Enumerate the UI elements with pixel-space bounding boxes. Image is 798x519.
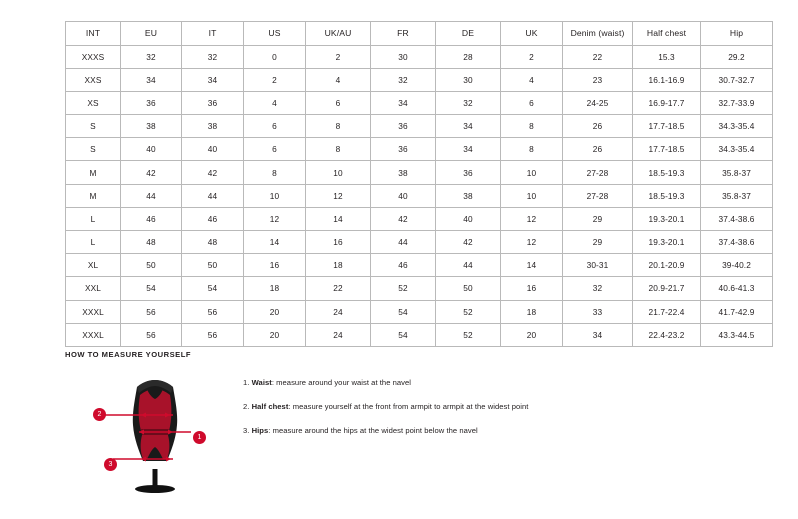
table-cell: 30 xyxy=(371,45,436,68)
table-header-cell: Hip xyxy=(701,22,773,46)
table-cell: 42 xyxy=(371,207,436,230)
table-cell: 10 xyxy=(244,184,306,207)
table-cell: 18.5-19.3 xyxy=(633,161,701,184)
table-cell: 56 xyxy=(182,323,244,346)
table-cell: 30-31 xyxy=(563,254,633,277)
table-cell: 36 xyxy=(371,138,436,161)
table-cell: 22 xyxy=(563,45,633,68)
table-cell: 40.6-41.3 xyxy=(701,277,773,300)
table-cell: 21.7-22.4 xyxy=(633,300,701,323)
measure-note-text: : measure around the hips at the widest point below the navel xyxy=(268,426,478,435)
table-cell: 20 xyxy=(501,323,563,346)
table-cell: 38 xyxy=(436,184,501,207)
table-header-cell: Denim (waist) xyxy=(563,22,633,46)
table-cell: 27-28 xyxy=(563,184,633,207)
table-cell: 14 xyxy=(244,231,306,254)
table-cell: 32 xyxy=(436,91,501,114)
table-cell: 22 xyxy=(306,277,371,300)
table-header-cell: INT xyxy=(66,22,121,46)
table-header-cell: IT xyxy=(182,22,244,46)
measure-note-term: Waist xyxy=(251,378,272,387)
table-cell: 20 xyxy=(244,300,306,323)
table-cell: 54 xyxy=(182,277,244,300)
table-row xyxy=(66,300,773,323)
table-cell: 29 xyxy=(563,231,633,254)
table-cell: 37.4-38.6 xyxy=(701,231,773,254)
table-cell: 2 xyxy=(501,45,563,68)
table-cell: 34 xyxy=(182,68,244,91)
marker-1: 1 xyxy=(193,431,206,444)
table-cell: S xyxy=(66,115,121,138)
table-cell: 24 xyxy=(306,300,371,323)
table-cell: 20 xyxy=(244,323,306,346)
table-cell: 20.1-20.9 xyxy=(633,254,701,277)
table-cell: 4 xyxy=(244,91,306,114)
table-cell: 10 xyxy=(501,161,563,184)
table-cell: 46 xyxy=(371,254,436,277)
table-cell: XXXL xyxy=(66,300,121,323)
table-cell: 24 xyxy=(306,323,371,346)
table-cell: 29 xyxy=(563,207,633,230)
table-row xyxy=(66,231,773,254)
table-cell: 30.7-32.7 xyxy=(701,68,773,91)
table-header-cell: FR xyxy=(371,22,436,46)
table-cell: 2 xyxy=(244,68,306,91)
marker-2: 2 xyxy=(93,408,106,421)
table-cell: 8 xyxy=(501,115,563,138)
measure-note-number: 1. xyxy=(243,378,250,387)
table-cell: L xyxy=(66,231,121,254)
table-cell: 36 xyxy=(121,91,182,114)
table-cell: 15.3 xyxy=(633,45,701,68)
table-cell: 8 xyxy=(306,115,371,138)
table-cell: XL xyxy=(66,254,121,277)
table-cell: 50 xyxy=(436,277,501,300)
table-cell: 42 xyxy=(121,161,182,184)
table-cell: 10 xyxy=(306,161,371,184)
table-cell: 27-28 xyxy=(563,161,633,184)
table-cell: 32 xyxy=(121,45,182,68)
table-cell: 14 xyxy=(501,254,563,277)
table-cell: 48 xyxy=(182,231,244,254)
table-row xyxy=(66,45,773,68)
table-header-row xyxy=(66,22,773,46)
table-cell: 12 xyxy=(501,231,563,254)
table-cell: 52 xyxy=(436,323,501,346)
table-header-cell: UK xyxy=(501,22,563,46)
table-cell: 46 xyxy=(182,207,244,230)
table-cell: 52 xyxy=(436,300,501,323)
table-row xyxy=(66,68,773,91)
table-cell: L xyxy=(66,207,121,230)
table-cell: 18 xyxy=(306,254,371,277)
table-cell: 16 xyxy=(306,231,371,254)
table-cell: 12 xyxy=(501,207,563,230)
table-cell: 29.2 xyxy=(701,45,773,68)
table-cell: 33 xyxy=(563,300,633,323)
table-cell: 10 xyxy=(501,184,563,207)
table-cell: 56 xyxy=(121,323,182,346)
measure-note-number: 2. xyxy=(243,402,250,411)
table-header-cell: Half chest xyxy=(633,22,701,46)
table-cell: 18 xyxy=(244,277,306,300)
table-row xyxy=(66,184,773,207)
measure-note xyxy=(243,377,745,389)
table-cell: 38 xyxy=(182,115,244,138)
table-cell: 34.3-35.4 xyxy=(701,115,773,138)
table-row xyxy=(66,91,773,114)
table-cell: 18.5-19.3 xyxy=(633,184,701,207)
table-cell: 12 xyxy=(306,184,371,207)
table-cell: 23 xyxy=(563,68,633,91)
table-row xyxy=(66,254,773,277)
table-cell: 37.4-38.6 xyxy=(701,207,773,230)
table-cell: 34 xyxy=(563,323,633,346)
table-cell: 35.8-37 xyxy=(701,184,773,207)
measure-note xyxy=(243,425,745,437)
table-header-cell: US xyxy=(244,22,306,46)
table-cell: 40 xyxy=(182,138,244,161)
table-cell: 44 xyxy=(182,184,244,207)
measure-notes-list xyxy=(243,377,745,449)
table-cell: 44 xyxy=(121,184,182,207)
table-cell: M xyxy=(66,184,121,207)
table-cell: 8 xyxy=(501,138,563,161)
how-to-measure-section xyxy=(65,350,745,494)
table-cell: 6 xyxy=(501,91,563,114)
size-chart-table xyxy=(65,21,773,347)
table-cell: 44 xyxy=(436,254,501,277)
table-cell: 40 xyxy=(436,207,501,230)
measure-note-term: Half chest xyxy=(251,402,289,411)
table-cell: XS xyxy=(66,91,121,114)
table-cell: 34 xyxy=(121,68,182,91)
table-cell: 50 xyxy=(182,254,244,277)
table-cell: 54 xyxy=(371,300,436,323)
table-header-cell: EU xyxy=(121,22,182,46)
table-cell: 56 xyxy=(182,300,244,323)
table-cell: 34 xyxy=(436,138,501,161)
table-cell: 12 xyxy=(244,207,306,230)
table-cell: 17.7-18.5 xyxy=(633,115,701,138)
table-cell: 34 xyxy=(436,115,501,138)
table-cell: 20.9-21.7 xyxy=(633,277,701,300)
measure-note xyxy=(243,401,745,413)
table-cell: 26 xyxy=(563,115,633,138)
marker-3: 3 xyxy=(104,458,117,471)
table-cell: 16.1-16.9 xyxy=(633,68,701,91)
table-cell: 32 xyxy=(182,45,244,68)
table-cell: 18 xyxy=(501,300,563,323)
table-cell: 22.4-23.2 xyxy=(633,323,701,346)
table-cell: 34.3-35.4 xyxy=(701,138,773,161)
table-cell: 43.3-44.5 xyxy=(701,323,773,346)
measure-note-text: : measure around your waist at the navel xyxy=(271,378,412,387)
table-row xyxy=(66,277,773,300)
table-cell: 30 xyxy=(436,68,501,91)
table-row xyxy=(66,161,773,184)
table-cell: 14 xyxy=(306,207,371,230)
table-cell: 32.7-33.9 xyxy=(701,91,773,114)
table-cell: 40 xyxy=(121,138,182,161)
table-cell: 4 xyxy=(501,68,563,91)
table-cell: XXS xyxy=(66,68,121,91)
table-cell: 4 xyxy=(306,68,371,91)
how-to-measure-title: HOW TO MEASURE YOURSELF xyxy=(65,350,191,359)
table-cell: XXXS xyxy=(66,45,121,68)
table-cell: 8 xyxy=(306,138,371,161)
table-row xyxy=(66,207,773,230)
how-to-measure-body xyxy=(65,367,745,494)
table-cell: XXL xyxy=(66,277,121,300)
table-cell: S xyxy=(66,138,121,161)
table-cell: 54 xyxy=(121,277,182,300)
table-row xyxy=(66,138,773,161)
table-cell: M xyxy=(66,161,121,184)
table-cell: 46 xyxy=(121,207,182,230)
mannequin-figure xyxy=(95,369,215,494)
table-cell: 52 xyxy=(371,277,436,300)
table-cell: 42 xyxy=(182,161,244,184)
table-cell: 42 xyxy=(436,231,501,254)
table-cell: 34 xyxy=(371,91,436,114)
table-cell: 40 xyxy=(371,184,436,207)
table-cell: 56 xyxy=(121,300,182,323)
table-cell: 36 xyxy=(182,91,244,114)
measure-note-number: 3. xyxy=(243,426,250,435)
table-cell: 19.3-20.1 xyxy=(633,207,701,230)
table-cell: 35.8-37 xyxy=(701,161,773,184)
table-cell: 16 xyxy=(501,277,563,300)
table-cell: 39-40.2 xyxy=(701,254,773,277)
table-cell: 32 xyxy=(371,68,436,91)
table-cell: 26 xyxy=(563,138,633,161)
table-cell: 2 xyxy=(306,45,371,68)
table-cell: 36 xyxy=(436,161,501,184)
table-cell: 16.9-17.7 xyxy=(633,91,701,114)
table-cell: 19.3-20.1 xyxy=(633,231,701,254)
table-cell: 28 xyxy=(436,45,501,68)
table-cell: 6 xyxy=(244,115,306,138)
table-row xyxy=(66,323,773,346)
table-header-cell: DE xyxy=(436,22,501,46)
table-cell: 32 xyxy=(563,277,633,300)
table-cell: 0 xyxy=(244,45,306,68)
table-cell: 17.7-18.5 xyxy=(633,138,701,161)
table-cell: 8 xyxy=(244,161,306,184)
measure-note-term: Hips xyxy=(251,426,269,435)
table-cell: XXXL xyxy=(66,323,121,346)
table-cell: 48 xyxy=(121,231,182,254)
table-cell: 44 xyxy=(371,231,436,254)
table-cell: 38 xyxy=(121,115,182,138)
table-cell: 6 xyxy=(244,138,306,161)
table-cell: 38 xyxy=(371,161,436,184)
table-cell: 54 xyxy=(371,323,436,346)
table-cell: 41.7-42.9 xyxy=(701,300,773,323)
table-header-cell: UK/AU xyxy=(306,22,371,46)
size-chart-table-wrapper xyxy=(65,21,755,347)
table-cell: 16 xyxy=(244,254,306,277)
table-cell: 24-25 xyxy=(563,91,633,114)
measure-note-text: : measure yourself at the front from armpit to armpit at the widest point xyxy=(288,402,529,411)
table-cell: 6 xyxy=(306,91,371,114)
table-cell: 50 xyxy=(121,254,182,277)
table-cell: 36 xyxy=(371,115,436,138)
table-row xyxy=(66,115,773,138)
